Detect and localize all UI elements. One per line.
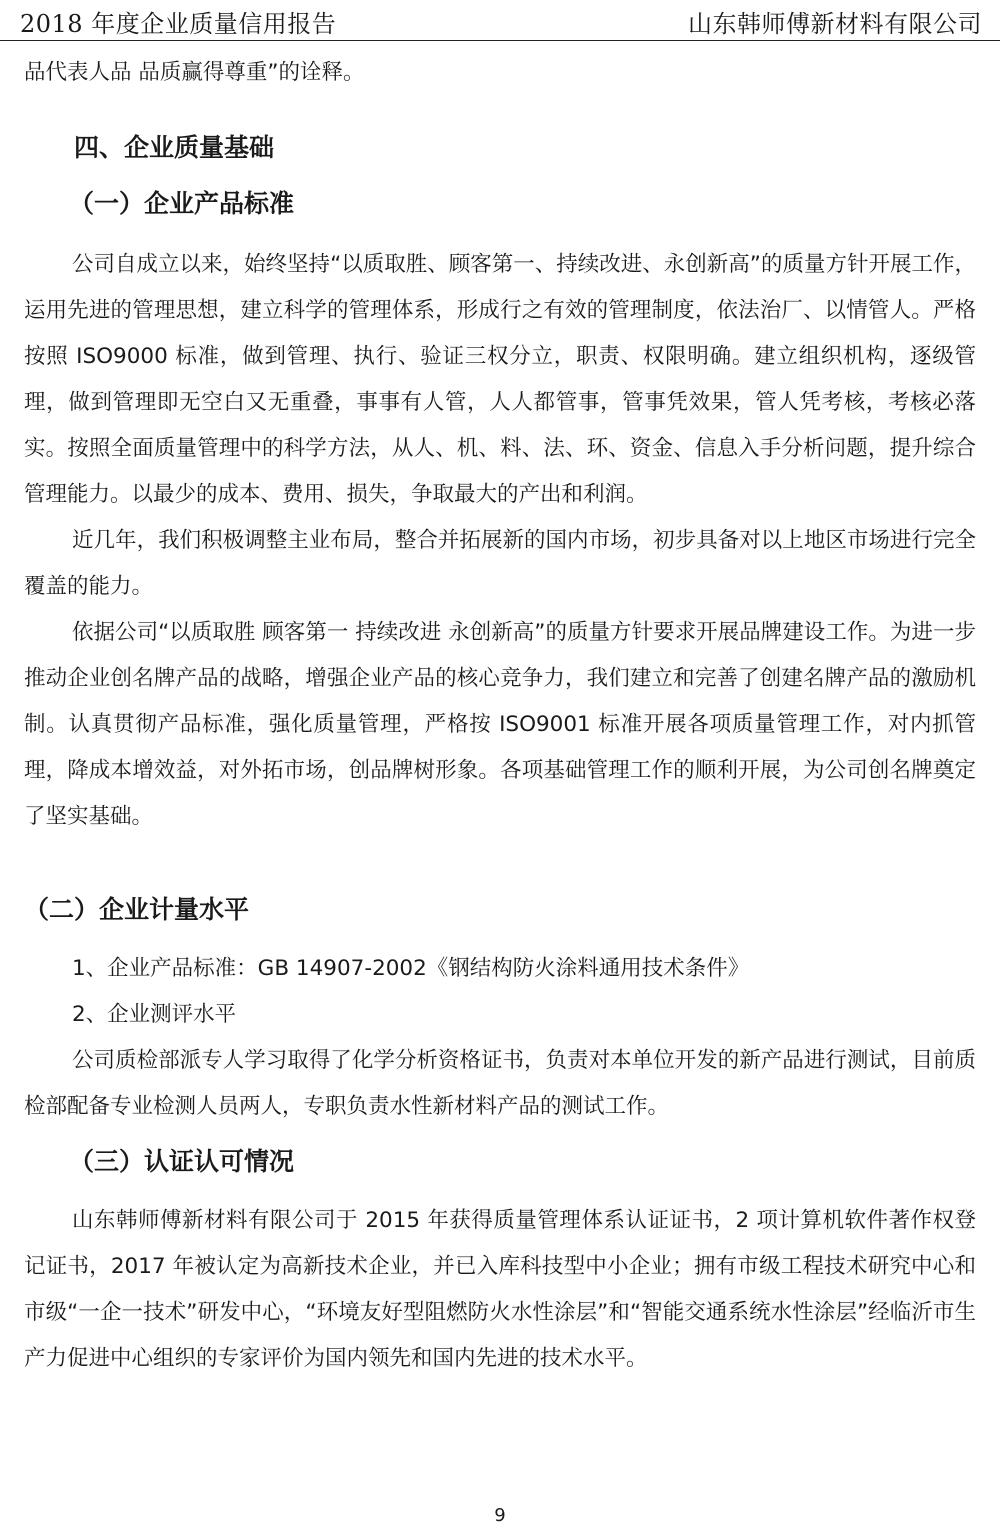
list-item-product-standard: 1、企业产品标准：GB 14907-2002《钢结构防火涂料通用技术条件》 — [72, 956, 750, 981]
paragraph-brand-building: 依据公司“以质取胜 顾客第一 持续改进 永创新高”的质量方针要求开展品牌建设工作。为进一步推动企业创名牌产品的战略，增强企业产品的核心竞争力，我们建立和完善了创建名牌产品的激励机制。认真贯彻产品标准，强化质量管理，严格按 ISO9001 标准开展各项质量管理工作，对内抓管理，降成本增效益，对外拓市场，创品牌树形象。各项基础管理工作的顺利开展，为公司创名牌奠定了坚实基础。 — [24, 620, 976, 829]
paragraph-certifications: 山东韩师傅新材料有限公司于 2015 年获得质量管理体系认证证书，2 项计算机软件著作权登记证书，2017 年被认定为高新技术企业，并已入库科技型中小企业；拥有市级工程技术研究中心和市级“一企一技术”研发中心，“环境友好型阻燃防火水性涂层”和“智能交通系统水性涂层”经临沂市生产力促进中心组织的专家评价为国内领先和国内先进的技术水平。 — [24, 1208, 976, 1371]
continuation-text: 品代表人品 品质赢得尊重”的诠释。 — [24, 60, 365, 85]
paragraph-quality-policy: 公司自成立以来，始终坚持“以质取胜、顾客第一、持续改进、永创新高”的质量方针开展工作，运用先进的管理思想，建立科学的管理体系，形成行之有效的管理制度，依法治厂、以情管人。严格按照 ISO9000 标准，做到管理、执行、验证三权分立，职责、权限明确。建立组织机构，逐级管理，做到管理即无空白又无重叠，事事有人管，人人都管事，管事凭效果，管人凭考核，考核必落实。按照全面质量管理中的科学方法，从人、机、料、法、环、资金、信息入手分析问题，提升综合管理能力。以最少的成本、费用、损失，争取最大的产出和利润。 — [24, 252, 976, 507]
subsection-heading-certification: （三）认证认可情况 — [69, 1147, 295, 1176]
document-body — [24, 50, 976, 1382]
page-number: 9 — [494, 1505, 506, 1526]
subsection-heading-measurement-level: （二）企业计量水平 — [24, 895, 250, 924]
section-heading-quality-foundation: 四、企业质量基础 — [74, 133, 275, 162]
page-header — [0, 0, 1000, 41]
header-company-name: 山东韩师傅新材料有限公司 — [688, 10, 982, 38]
list-item-evaluation-level: 2、企业测评水平 — [72, 1002, 237, 1027]
paragraph-quality-inspection: 公司质检部派专人学习取得了化学分析资格证书，负责对本单位开发的新产品进行测试，目前质检部配备专业检测人员两人，专职负责水性新材料产品的测试工作。 — [24, 1048, 976, 1119]
subsection-heading-product-standards: （一）企业产品标准 — [69, 189, 295, 218]
paragraph-market-layout: 近几年，我们积极调整主业布局，整合并拓展新的国内市场，初步具备对以上地区市场进行完全覆盖的能力。 — [24, 528, 976, 599]
header-report-title: 2018 年度企业质量信用报告 — [20, 10, 337, 38]
